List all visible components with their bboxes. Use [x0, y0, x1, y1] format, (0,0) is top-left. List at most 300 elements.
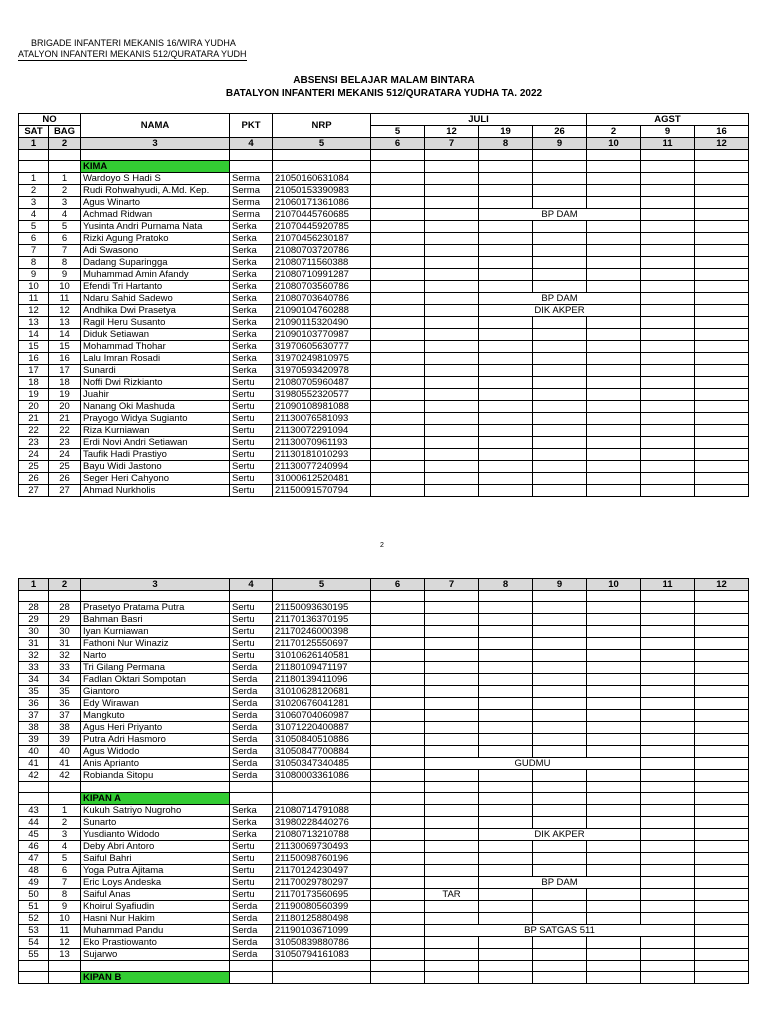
attendance-cell [533, 281, 587, 293]
document-title: ABSENSI BELAJAR MALAM BINTARA [293, 75, 475, 86]
attendance-cell [479, 257, 533, 269]
table-row [19, 209, 749, 221]
attendance-cell [371, 485, 425, 497]
attendance-cell [479, 461, 533, 473]
nrp-number: 21130076581093 [273, 413, 371, 425]
sat-number: 23 [19, 437, 49, 449]
table-row [19, 473, 749, 485]
blank-cell [19, 972, 49, 984]
sat-number: 33 [19, 662, 49, 674]
attendance-cell [371, 925, 425, 937]
blank-cell [273, 961, 371, 972]
column-number: 10 [587, 579, 641, 591]
nrp-number: 31050840510886 [273, 734, 371, 746]
bag-number: 2 [49, 185, 81, 197]
table-row [19, 937, 749, 949]
bag-number: 32 [49, 650, 81, 662]
member-name: Achmad Ridwan [81, 209, 230, 221]
attendance-cell [479, 602, 533, 614]
attendance-cell [587, 437, 641, 449]
attendance-cell [641, 485, 695, 497]
member-name: Nanang Oki Mashuda [81, 401, 230, 413]
sat-number: 31 [19, 638, 49, 650]
attendance-cell [371, 209, 425, 221]
nrp-number: 31060704060987 [273, 710, 371, 722]
blank-cell [230, 150, 273, 161]
blank-cell [49, 782, 81, 793]
attendance-cell [695, 674, 749, 686]
attendance-cell [695, 889, 749, 901]
blank-cell [49, 793, 81, 805]
attendance-cell [587, 734, 641, 746]
attendance-cell [641, 353, 695, 365]
attendance-cell [695, 377, 749, 389]
attendance-cell [479, 377, 533, 389]
blank-cell [49, 150, 81, 161]
blank-cell [273, 591, 371, 602]
attendance-cell [479, 233, 533, 245]
attendance-cell [533, 173, 587, 185]
bag-number: 25 [49, 461, 81, 473]
table-row [19, 949, 749, 961]
blank-cell [230, 782, 273, 793]
blank-row [19, 782, 749, 793]
attendance-cell [371, 341, 425, 353]
bag-number: 42 [49, 770, 81, 782]
attendance-cell [425, 245, 479, 257]
blank-cell [81, 782, 230, 793]
table-row [19, 829, 749, 841]
bag-number: 7 [49, 877, 81, 889]
blank-cell [695, 591, 749, 602]
rank: Sertu [230, 425, 273, 437]
member-name: Eric Loys Andeska [81, 877, 230, 889]
attendance-cell [533, 734, 587, 746]
nrp-number: 31970605630777 [273, 341, 371, 353]
blank-cell [425, 591, 479, 602]
blank-cell [479, 150, 533, 161]
attendance-cell [479, 353, 533, 365]
attendance-cell [641, 710, 695, 722]
attendance-cell [371, 281, 425, 293]
attendance-cell [587, 245, 641, 257]
table-row [19, 614, 749, 626]
attendance-cell [695, 389, 749, 401]
nrp-number: 31050847700884 [273, 746, 371, 758]
blank-cell [273, 161, 371, 173]
nrp-number: 21170124230497 [273, 865, 371, 877]
attendance-cell [533, 485, 587, 497]
table-row [19, 925, 749, 937]
sat-number: 7 [19, 245, 49, 257]
attendance-cell [533, 197, 587, 209]
attendance-cell [587, 353, 641, 365]
date-header: 12 [425, 126, 479, 138]
attendance-cell [533, 437, 587, 449]
attendance-cell [371, 413, 425, 425]
member-name: Putra Adri Hasmoro [81, 734, 230, 746]
rank: Sertu [230, 638, 273, 650]
attendance-cell [371, 173, 425, 185]
bag-number: 39 [49, 734, 81, 746]
table-row [19, 626, 749, 638]
member-name: Sunarto [81, 817, 230, 829]
blank-cell [641, 782, 695, 793]
table-row [19, 293, 749, 305]
rank: Sertu [230, 473, 273, 485]
sat-number: 37 [19, 710, 49, 722]
attendance-cell [479, 734, 533, 746]
member-name: Adi Swasono [81, 245, 230, 257]
battalion-line: ATALYON INFANTERI MEKANIS 512/QURATARA YUDH [18, 49, 247, 59]
bag-number: 33 [49, 662, 81, 674]
attendance-cell [533, 865, 587, 877]
attendance-cell [587, 233, 641, 245]
member-name: Sujarwo [81, 949, 230, 961]
member-name: Noffi Dwi Rizkianto [81, 377, 230, 389]
attendance-cell [425, 650, 479, 662]
table-row [19, 841, 749, 853]
nrp-number: 21090103770987 [273, 329, 371, 341]
attendance-cell [533, 329, 587, 341]
attendance-cell [695, 829, 749, 841]
blank-cell [230, 961, 273, 972]
attendance-cell [425, 329, 479, 341]
attendance-cell [425, 662, 479, 674]
member-name: Anis Aprianto [81, 758, 230, 770]
attendance-note: BP DAM [479, 293, 641, 305]
sat-number: 6 [19, 233, 49, 245]
nrp-number: 21080705960487 [273, 377, 371, 389]
attendance-cell [587, 257, 641, 269]
attendance-note: GUDMU [425, 758, 641, 770]
attendance-cell [695, 209, 749, 221]
attendance-cell [641, 257, 695, 269]
member-name: Khoirul Syafiudin [81, 901, 230, 913]
attendance-cell [479, 317, 533, 329]
sat-number: 41 [19, 758, 49, 770]
attendance-cell [533, 401, 587, 413]
rank: Serka [230, 817, 273, 829]
attendance-cell [587, 449, 641, 461]
blank-cell [587, 161, 641, 173]
rank: Sertu [230, 889, 273, 901]
rank: Sertu [230, 841, 273, 853]
attendance-cell [641, 650, 695, 662]
attendance-cell [533, 245, 587, 257]
attendance-cell [587, 197, 641, 209]
attendance-cell [479, 341, 533, 353]
member-name: Hasni Nur Hakim [81, 913, 230, 925]
attendance-cell [479, 329, 533, 341]
column-number: 11 [641, 138, 695, 150]
column-number: 9 [533, 138, 587, 150]
table-row [19, 269, 749, 281]
bag-number: 1 [49, 805, 81, 817]
attendance-cell [695, 245, 749, 257]
attendance-cell [425, 746, 479, 758]
attendance-cell [641, 662, 695, 674]
bag-number: 19 [49, 389, 81, 401]
bag-number: 5 [49, 853, 81, 865]
rank: Serka [230, 269, 273, 281]
rank: Sertu [230, 853, 273, 865]
attendance-cell [587, 185, 641, 197]
attendance-cell [533, 317, 587, 329]
attendance-cell [587, 365, 641, 377]
attendance-cell [533, 185, 587, 197]
attendance-cell [641, 173, 695, 185]
bag-number: 30 [49, 626, 81, 638]
sat-number: 48 [19, 865, 49, 877]
blank-cell [641, 591, 695, 602]
blank-cell [19, 591, 49, 602]
blank-cell [479, 961, 533, 972]
attendance-cell [371, 758, 425, 770]
attendance-cell [695, 257, 749, 269]
rank: Sertu [230, 461, 273, 473]
attendance-cell [371, 674, 425, 686]
nrp-number: 21080703640786 [273, 293, 371, 305]
sat-number: 40 [19, 746, 49, 758]
attendance-cell [371, 389, 425, 401]
bag-number: 9 [49, 901, 81, 913]
member-name: Fathoni Nur Winaziz [81, 638, 230, 650]
attendance-cell [587, 662, 641, 674]
blank-cell [49, 161, 81, 173]
rank: Serka [230, 805, 273, 817]
attendance-cell [425, 365, 479, 377]
attendance-cell [695, 758, 749, 770]
blank-cell [19, 150, 49, 161]
attendance-cell [641, 722, 695, 734]
column-number: 11 [641, 579, 695, 591]
attendance-cell [425, 209, 479, 221]
member-name: Agus Widodo [81, 746, 230, 758]
attendance-cell [479, 650, 533, 662]
bag-number: 8 [49, 257, 81, 269]
bag-number: 3 [49, 829, 81, 841]
column-number: 12 [695, 138, 749, 150]
attendance-cell [641, 602, 695, 614]
attendance-cell [479, 674, 533, 686]
table-row [19, 770, 749, 782]
attendance-cell [587, 817, 641, 829]
nrp-number: 21080703560786 [273, 281, 371, 293]
attendance-cell [425, 817, 479, 829]
attendance-cell [479, 614, 533, 626]
bag-number: 8 [49, 889, 81, 901]
bag-number: 2 [49, 817, 81, 829]
attendance-cell [641, 698, 695, 710]
rank: Sertu [230, 865, 273, 877]
attendance-cell [533, 698, 587, 710]
attendance-cell [641, 341, 695, 353]
rank: Serda [230, 913, 273, 925]
rank: Serda [230, 698, 273, 710]
no-header: NO [19, 114, 81, 126]
attendance-cell [641, 805, 695, 817]
sat-number: 46 [19, 841, 49, 853]
attendance-cell [695, 425, 749, 437]
attendance-cell [695, 734, 749, 746]
table-row [19, 329, 749, 341]
attendance-cell [695, 437, 749, 449]
nrp-header: NRP [273, 114, 371, 138]
member-name: Wardoyo S Hadi S [81, 173, 230, 185]
sat-number: 2 [19, 185, 49, 197]
sat-number: 22 [19, 425, 49, 437]
blank-cell [371, 972, 425, 984]
attendance-cell [533, 626, 587, 638]
attendance-cell [425, 401, 479, 413]
date-header: 16 [695, 126, 749, 138]
rank: Serda [230, 686, 273, 698]
attendance-cell [371, 817, 425, 829]
column-number: 6 [371, 138, 425, 150]
attendance-cell [641, 841, 695, 853]
member-name: Andhika Dwi Prasetya [81, 305, 230, 317]
member-name: Saiful Anas [81, 889, 230, 901]
attendance-cell [695, 281, 749, 293]
attendance-cell [425, 473, 479, 485]
table-row [19, 365, 749, 377]
attendance-cell [587, 401, 641, 413]
bag-number: 40 [49, 746, 81, 758]
section-label: KIMA [81, 161, 230, 173]
nrp-number: 21070445760685 [273, 209, 371, 221]
attendance-cell [587, 614, 641, 626]
attendance-cell [533, 949, 587, 961]
attendance-cell [479, 221, 533, 233]
nrp-number: 31010628120681 [273, 686, 371, 698]
bag-number: 13 [49, 317, 81, 329]
attendance-cell [371, 877, 425, 889]
nrp-number: 21130181010293 [273, 449, 371, 461]
attendance-cell [695, 317, 749, 329]
attendance-cell [425, 698, 479, 710]
column-number: 4 [230, 579, 273, 591]
nrp-number: 21050153390983 [273, 185, 371, 197]
attendance-cell [479, 626, 533, 638]
attendance-cell [533, 853, 587, 865]
attendance-cell [587, 937, 641, 949]
bag-number: 35 [49, 686, 81, 698]
blank-cell [81, 961, 230, 972]
bag-number: 6 [49, 865, 81, 877]
nrp-number: 31970593420978 [273, 365, 371, 377]
nrp-number: 21180125880498 [273, 913, 371, 925]
blank-cell [533, 782, 587, 793]
table-row [19, 245, 749, 257]
attendance-cell [425, 937, 479, 949]
table-row [19, 913, 749, 925]
attendance-cell [371, 901, 425, 913]
section-row [19, 793, 749, 805]
bag-number: 38 [49, 722, 81, 734]
attendance-cell [587, 461, 641, 473]
attendance-cell [587, 173, 641, 185]
attendance-cell [425, 257, 479, 269]
attendance-cell [371, 662, 425, 674]
sat-number: 16 [19, 353, 49, 365]
attendance-cell [533, 889, 587, 901]
sat-number: 26 [19, 473, 49, 485]
attendance-cell [479, 269, 533, 281]
bag-number: 41 [49, 758, 81, 770]
blank-cell [695, 161, 749, 173]
attendance-cell [479, 245, 533, 257]
nrp-number: 21130069730493 [273, 841, 371, 853]
attendance-cell [479, 197, 533, 209]
member-name: Narto [81, 650, 230, 662]
attendance-cell [479, 770, 533, 782]
attendance-cell [533, 341, 587, 353]
attendance-cell [371, 293, 425, 305]
attendance-cell [641, 877, 695, 889]
attendance-cell [587, 650, 641, 662]
attendance-cell [587, 949, 641, 961]
member-name: Edy Wirawan [81, 698, 230, 710]
bag-number: 10 [49, 913, 81, 925]
rank: Serka [230, 329, 273, 341]
attendance-cell [425, 686, 479, 698]
attendance-cell [371, 353, 425, 365]
nrp-number: 31970249810975 [273, 353, 371, 365]
table-row [19, 650, 749, 662]
attendance-cell [425, 805, 479, 817]
bag-number: 11 [49, 293, 81, 305]
attendance-note: BP SATGAS 511 [425, 925, 695, 937]
attendance-cell [533, 841, 587, 853]
member-name: Ragil Heru Susanto [81, 317, 230, 329]
attendance-cell [533, 425, 587, 437]
member-name: Eko Prastiowanto [81, 937, 230, 949]
rank: Serka [230, 305, 273, 317]
attendance-cell [425, 221, 479, 233]
sat-number: 25 [19, 461, 49, 473]
rank: Serka [230, 257, 273, 269]
column-number-row [19, 579, 749, 591]
attendance-cell [695, 473, 749, 485]
attendance-cell [533, 674, 587, 686]
attendance-cell [587, 425, 641, 437]
attendance-cell [641, 221, 695, 233]
table-row [19, 662, 749, 674]
member-name: Diduk Setiawan [81, 329, 230, 341]
sat-number: 4 [19, 209, 49, 221]
sat-number: 42 [19, 770, 49, 782]
nrp-number: 31020676041281 [273, 698, 371, 710]
attendance-cell [479, 281, 533, 293]
table-row [19, 401, 749, 413]
table-row [19, 877, 749, 889]
column-number: 6 [371, 579, 425, 591]
attendance-cell [587, 329, 641, 341]
attendance-cell [641, 185, 695, 197]
blank-cell [695, 961, 749, 972]
attendance-cell [425, 722, 479, 734]
attendance-cell [533, 746, 587, 758]
bag-number: 21 [49, 413, 81, 425]
attendance-cell [479, 413, 533, 425]
blank-cell [533, 161, 587, 173]
blank-cell [479, 782, 533, 793]
attendance-cell [641, 913, 695, 925]
attendance-cell [425, 341, 479, 353]
blank-cell [19, 782, 49, 793]
rank: Serka [230, 829, 273, 841]
